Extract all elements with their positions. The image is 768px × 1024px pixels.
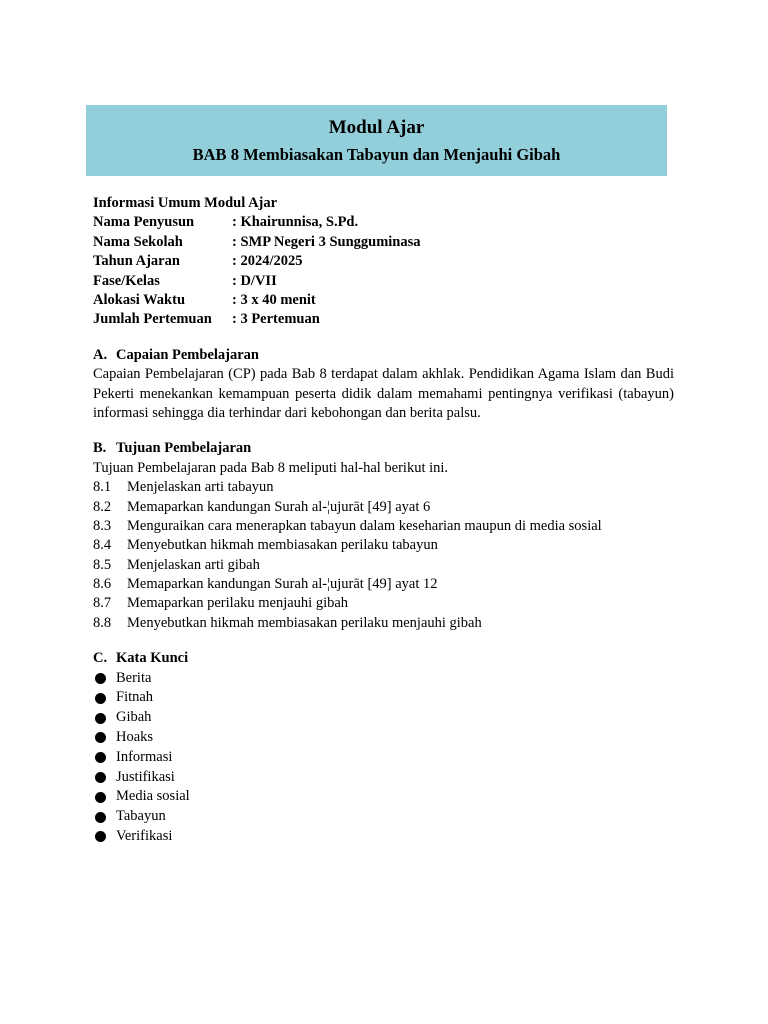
info-value: : 3 x 40 menit	[232, 291, 316, 308]
list-item	[93, 787, 674, 807]
list-item	[93, 614, 674, 633]
list-item	[93, 556, 674, 575]
info-value: : 2024/2025	[232, 253, 303, 270]
item-text: Menjelaskan arti gibah	[127, 556, 260, 573]
bullet-icon	[95, 713, 106, 724]
keyword: Media sosial	[116, 788, 190, 805]
keywords-list	[93, 669, 674, 847]
item-number: 8.2	[93, 498, 112, 515]
info-heading: Informasi Umum Modul Ajar	[93, 195, 278, 211]
section-a-paragraph: Capaian Pembelajaran (CP) pada Bab 8 terdapat dalam akhlak. Pendidikan Agama Islam dan Budi Pekerti menekankan kemampuan peserta didik dalam memahami pentingnya verifikasi (tabayun) informasi sehingga dia terhindar dari kebohongan dan berita palsu.	[93, 366, 674, 421]
bullet-icon	[95, 673, 106, 684]
info-label: Tahun Ajaran	[93, 253, 180, 270]
list-item	[93, 807, 674, 827]
list-item	[93, 827, 674, 847]
info-label: Alokasi Waktu	[93, 291, 186, 308]
section-b-intro: Tujuan Pembelajaran pada Bab 8 meliputi hal-hal berikut ini.	[93, 459, 449, 476]
item-number: 8.8	[93, 614, 112, 631]
item-number: 8.6	[93, 576, 112, 593]
info-row	[93, 233, 674, 252]
info-label: Nama Penyusun	[93, 214, 195, 231]
keyword: Fitnah	[116, 689, 154, 706]
item-text: Menyebutkan hikmah membiasakan perilaku tabayun	[127, 537, 438, 554]
bullet-icon	[95, 831, 106, 842]
keyword: Gibah	[116, 709, 152, 726]
info-row	[93, 291, 674, 310]
item-text: Menjelaskan arti tabayun	[127, 479, 274, 496]
list-item	[93, 748, 674, 768]
item-number: 8.3	[93, 517, 112, 534]
item-number: 8.4	[93, 537, 112, 554]
info-table	[93, 213, 674, 329]
info-row	[93, 213, 674, 232]
info-label: Nama Sekolah	[93, 233, 183, 250]
section-number: B.	[93, 440, 107, 457]
item-text: Memaparkan kandungan Surah al-¦ujurāt [49] ayat 12	[127, 576, 438, 593]
info-row	[93, 310, 674, 329]
bullet-icon	[95, 792, 106, 803]
info-row	[93, 272, 674, 291]
list-item	[93, 498, 674, 517]
info-label: Jumlah Pertemuan	[93, 311, 212, 328]
keyword: Hoaks	[116, 729, 154, 746]
list-item	[93, 728, 674, 748]
list-item	[93, 669, 674, 689]
keyword: Justifikasi	[116, 768, 175, 785]
item-number: 8.5	[93, 556, 112, 573]
header-banner	[86, 105, 667, 176]
document-body	[93, 194, 674, 847]
objectives-list	[93, 478, 674, 633]
list-item	[93, 768, 674, 788]
bullet-icon	[95, 812, 106, 823]
info-row	[93, 252, 674, 271]
section-a-heading	[93, 346, 674, 365]
info-value: : 3 Pertemuan	[232, 311, 320, 328]
list-item	[93, 478, 674, 497]
keyword: Tabayun	[116, 808, 166, 825]
list-item	[93, 517, 674, 536]
bullet-icon	[95, 752, 106, 763]
document-subtitle: BAB 8 Membiasakan Tabayun dan Menjauhi Gibah	[192, 145, 561, 164]
document-title: Modul Ajar	[328, 117, 425, 138]
keyword: Verifikasi	[116, 828, 173, 845]
item-number: 8.7	[93, 595, 112, 612]
item-text: Memaparkan kandungan Surah al-¦ujurāt [49] ayat 6	[127, 498, 431, 515]
item-text: Menguraikan cara menerapkan tabayun dalam keseharian maupun di media sosial	[127, 517, 602, 534]
list-item	[93, 575, 674, 594]
info-label: Fase/Kelas	[93, 272, 160, 289]
list-item	[93, 688, 674, 708]
section-title: Kata Kunci	[116, 650, 189, 667]
section-number: A.	[93, 346, 108, 363]
keyword: Berita	[116, 669, 152, 686]
bullet-icon	[95, 732, 106, 743]
item-text: Memaparkan perilaku menjauhi gibah	[127, 595, 349, 612]
list-item	[93, 594, 674, 613]
section-b-heading	[93, 439, 674, 458]
item-number: 8.1	[93, 479, 112, 496]
info-value: : D/VII	[232, 272, 277, 289]
section-title: Capaian Pembelajaran	[116, 346, 259, 363]
info-value: : Khairunnisa, S.Pd.	[232, 214, 359, 231]
info-value: : SMP Negeri 3 Sungguminasa	[232, 233, 421, 250]
section-c-heading	[93, 649, 674, 668]
section-number: C.	[93, 650, 108, 667]
list-item	[93, 536, 674, 555]
item-text: Menyebutkan hikmah membiasakan perilaku menjauhi gibah	[127, 614, 482, 631]
section-title: Tujuan Pembelajaran	[116, 440, 252, 457]
bullet-icon	[95, 772, 106, 783]
keyword: Informasi	[116, 748, 173, 765]
bullet-icon	[95, 693, 106, 704]
list-item	[93, 708, 674, 728]
